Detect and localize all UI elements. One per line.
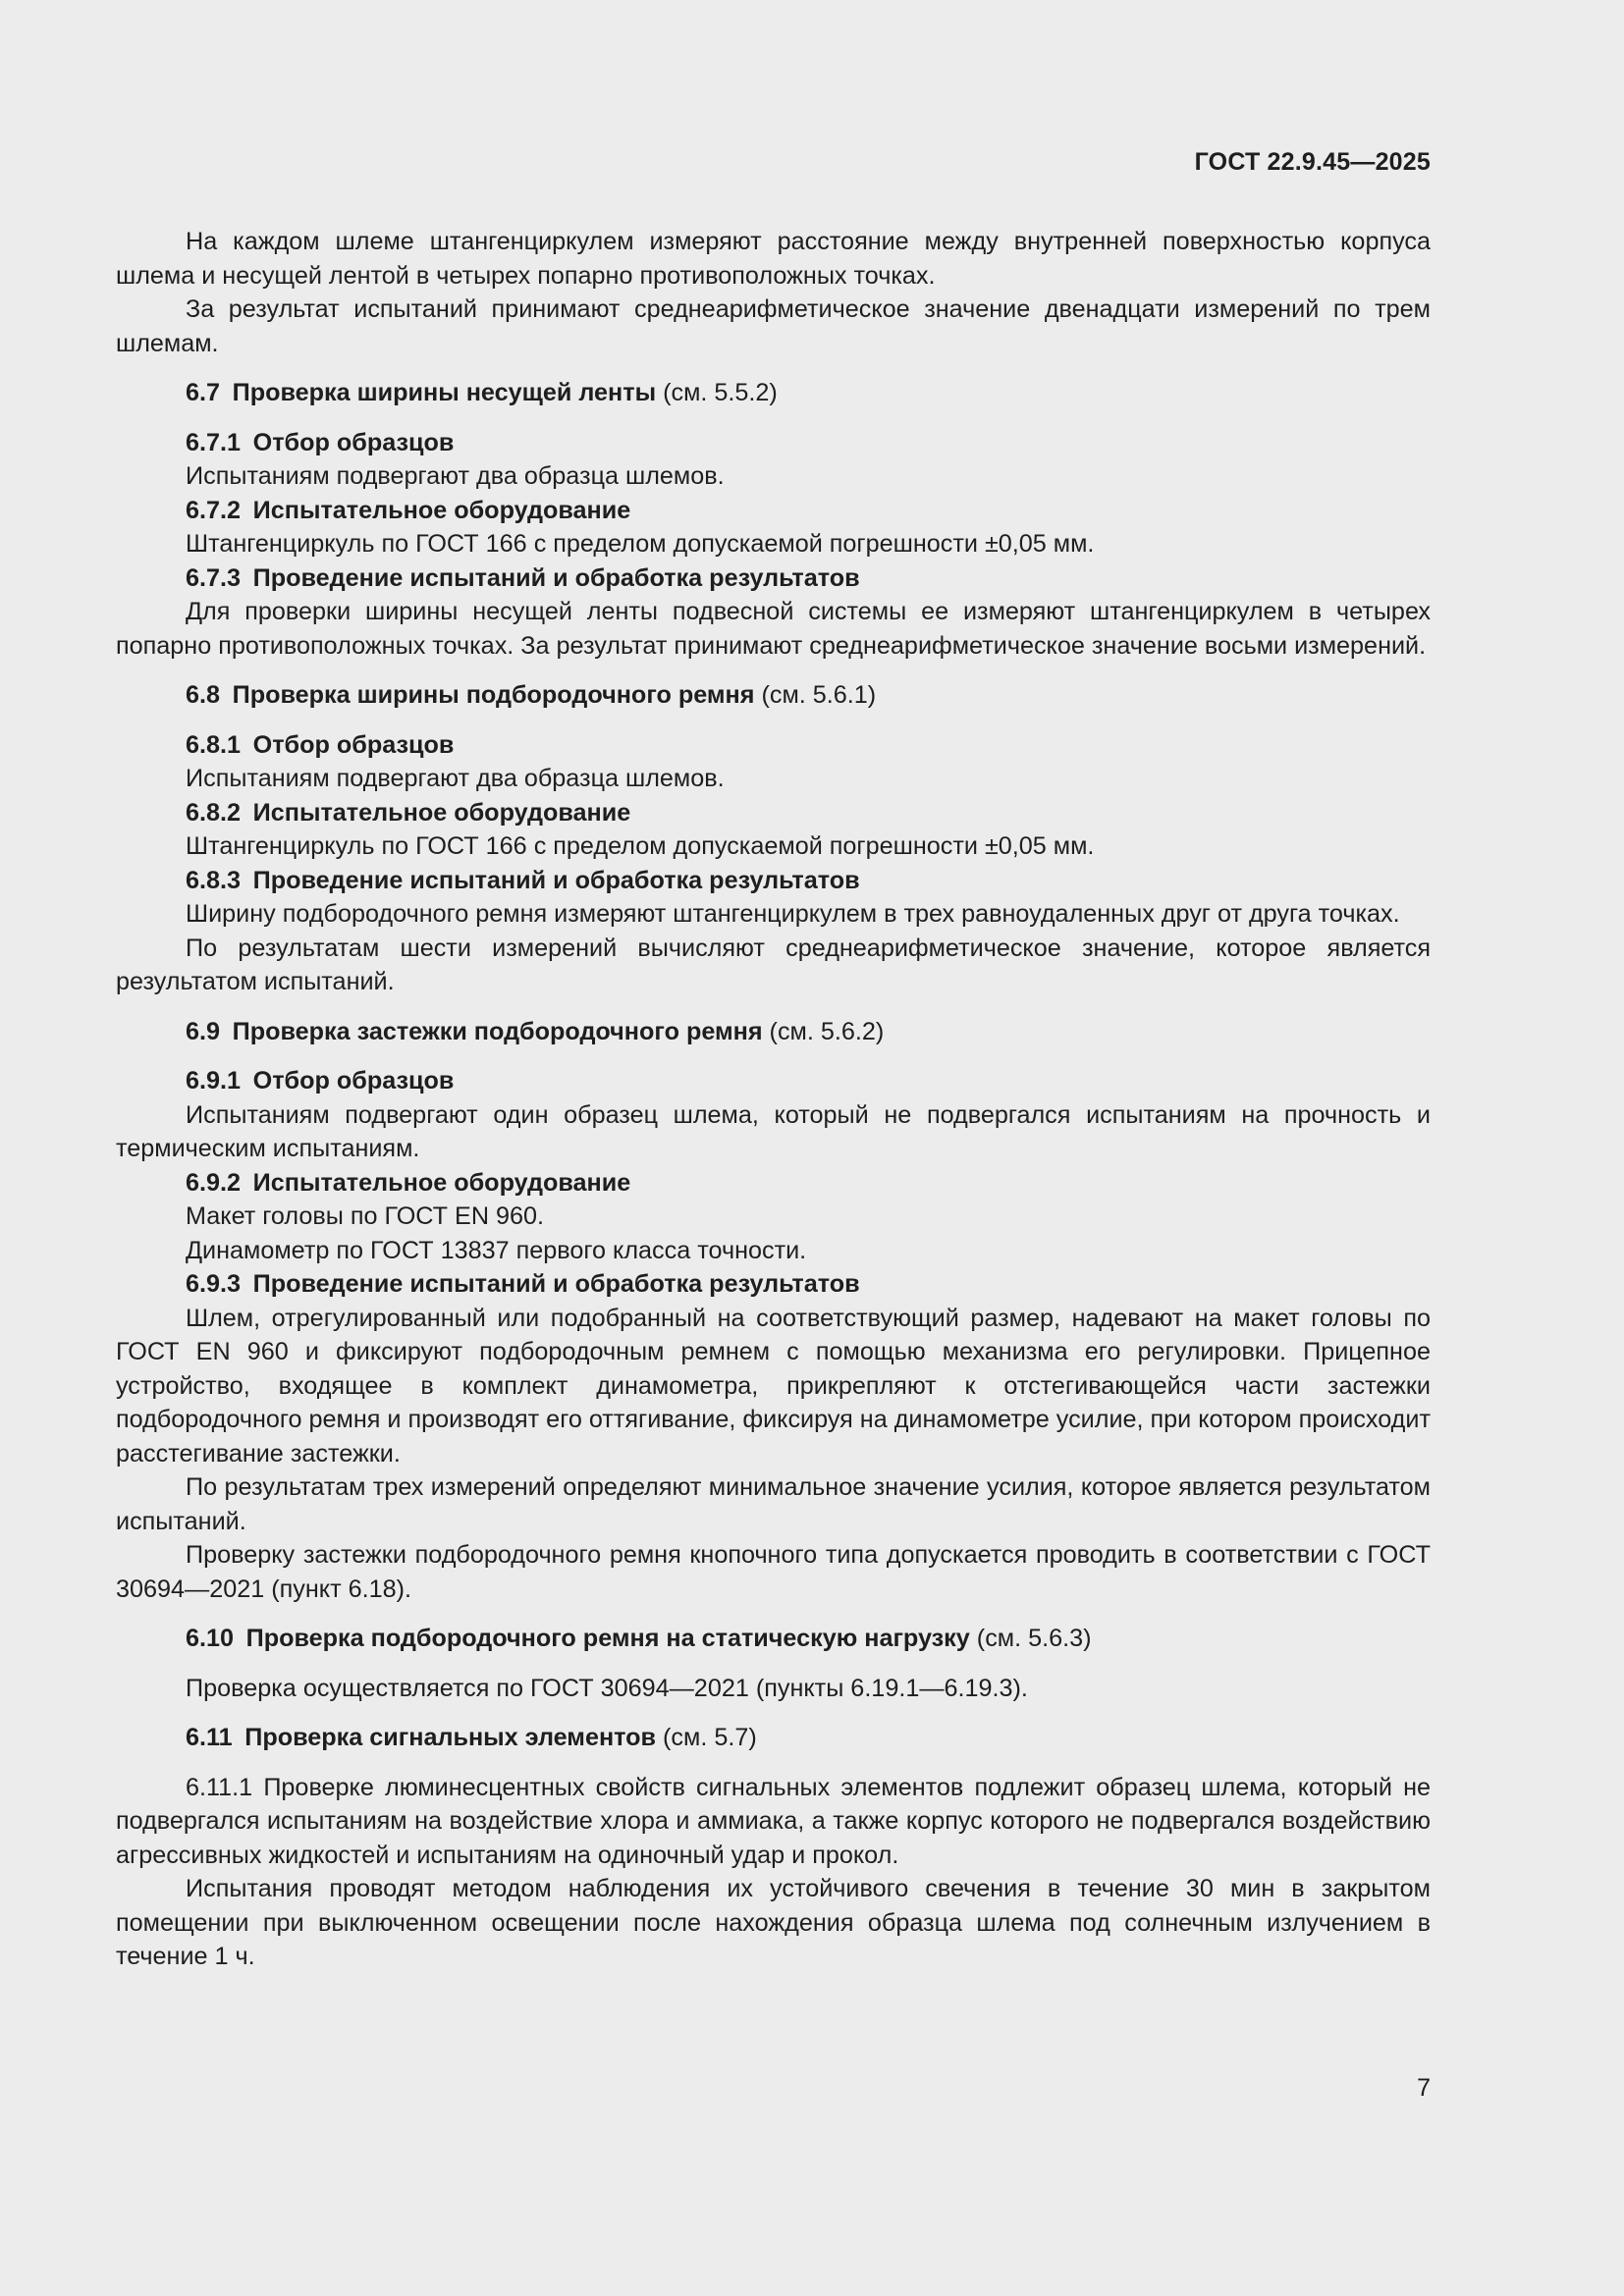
subsection-number: 6.8.2 <box>186 798 242 827</box>
subsection-heading <box>116 426 1431 460</box>
subsection-number: 6.7.3 <box>186 563 242 592</box>
subsection-heading <box>116 796 1431 830</box>
section-heading <box>116 678 1431 713</box>
section-number: 6.9 <box>186 1017 221 1045</box>
body-paragraph: Испытаниям подвергают один образец шлема, который не подвергался испытаниям на прочность и термическим испытаниям. <box>116 1100 1431 1162</box>
section-title: Проверка подбородочного ремня на статическую нагрузку <box>245 1625 970 1652</box>
subsection-title: Испытательное оборудование <box>252 1168 631 1197</box>
subsection-number: 6.7.1 <box>186 428 242 456</box>
body-paragraph: Проверку застежки подбородочного ремня кнопочного типа допускается проводить в соответствии с ГОСТ 30694—2021 (пункт 6.18). <box>116 1541 1431 1603</box>
body-paragraph: Штангенциркуль по ГОСТ 166 с пределом допускаемой погрешности ±0,05 мм. <box>186 530 1095 558</box>
subsection-number: 6.8.3 <box>186 866 242 894</box>
subsection-title: Отбор образцов <box>252 730 455 759</box>
body-paragraph: Динамометр по ГОСТ 13837 первого класса точности. <box>186 1236 807 1264</box>
document-body <box>116 225 1431 1974</box>
section-heading <box>116 1622 1431 1656</box>
section-title: Проверка ширины подбородочного ремня <box>232 681 755 709</box>
body-paragraph: Испытаниям подвергают два образца шлемов. <box>186 765 725 792</box>
section-title: Проверка сигнальных элементов <box>244 1724 657 1751</box>
subsection-number: 6.8.1 <box>186 730 242 759</box>
section-reference: (см. 5.7) <box>656 1724 757 1751</box>
subsection-title: Испытательное оборудование <box>252 798 631 827</box>
subsection-number: 6.9.3 <box>186 1270 242 1298</box>
subsection-heading <box>116 1267 1431 1302</box>
subsection-title: Испытательное оборудование <box>252 496 631 524</box>
section-title: Проверка ширины несущей ленты <box>232 379 657 406</box>
body-paragraph: Штангенциркуль по ГОСТ 166 с пределом допускаемой погрешности ±0,05 мм. <box>186 832 1095 860</box>
subsection-number: 6.9.2 <box>186 1168 242 1197</box>
section-number: 6.7 <box>186 379 221 406</box>
body-paragraph: Макет головы по ГОСТ EN 960. <box>186 1202 545 1230</box>
section-heading <box>116 376 1431 410</box>
subsection-heading <box>116 494 1431 528</box>
subsection-title: Проведение испытаний и обработка результатов <box>252 1270 860 1298</box>
section-reference: (см. 5.6.2) <box>762 1017 885 1045</box>
section-number: 6.8 <box>186 681 221 709</box>
subsection-heading <box>116 1166 1431 1201</box>
document-header: ГОСТ 22.9.45—2025 <box>1194 148 1431 176</box>
body-paragraph: По результатам трех измерений определяют минимальное значение усилия, которое является результатом испытаний. <box>116 1473 1431 1535</box>
subsection-title: Проведение испытаний и обработка результатов <box>252 563 860 592</box>
body-paragraph: На каждом шлеме штангенциркулем измеряют расстояние между внутренней поверхностью корпуса шлема и несущей лентой в четырех попарно противоположных точках. <box>116 228 1431 290</box>
section-heading <box>116 1721 1431 1755</box>
body-paragraph: Испытания проводят методом наблюдения их устойчивого свечения в течение 30 мин в закрытом помещении при выключенном освещении после нахождения образца шлема под солнечным излучением в течение 1 ч. <box>116 1875 1431 1970</box>
body-paragraph: По результатам шести измерений вычисляют среднеарифметическое значение, которое является результатом испытаний. <box>116 934 1431 995</box>
body-paragraph: Шлем, отрегулированный или подобранный на соответствующий размер, надевают на макет головы по ГОСТ EN 960 и фиксируют подбородочным ремнем с помощью механизма его регулировки. Прицепное устройство, входящее в комплект динамометра, прикрепляют к отстегивающейся части застежки подбородочного ремня и производят его оттягивание, фиксируя на динамометре усилие, при котором происходит расстегивание застежки. <box>116 1304 1431 1468</box>
subsection-number: 6.9.1 <box>186 1067 242 1095</box>
body-paragraph: За результат испытаний принимают среднеарифметическое значение двенадцати измерений по трем шлемам. <box>116 295 1431 357</box>
subsection-title: Отбор образцов <box>252 428 455 456</box>
page-number: 7 <box>1417 2074 1431 2102</box>
subsection-number: 6.7.2 <box>186 496 242 524</box>
section-number: 6.10 <box>186 1625 235 1652</box>
section-title: Проверка застежки подбородочного ремня <box>232 1017 763 1045</box>
subsection-title: Проведение испытаний и обработка результатов <box>252 866 860 894</box>
section-reference: (см. 5.6.1) <box>754 681 877 709</box>
body-paragraph: Ширину подбородочного ремня измеряют штангенциркулем в трех равноудаленных друг от друга точках. <box>186 900 1400 928</box>
subsection-heading <box>116 728 1431 763</box>
subsection-heading <box>116 1064 1431 1098</box>
subsection-heading <box>116 561 1431 596</box>
body-paragraph: Проверка осуществляется по ГОСТ 30694—2021 (пункты 6.19.1—6.19.3). <box>186 1674 1028 1702</box>
section-reference: (см. 5.6.3) <box>969 1625 1092 1652</box>
body-paragraph: 6.11.1 Проверке люминесцентных свойств сигнальных элементов подлежит образец шлема, который не подвергался испытаниям на воздействие хлора и аммиака, а также корпус которого не подвергался воздействию агрессивных жидкостей и испытаниям на одиночный удар и прокол. <box>116 1773 1431 1869</box>
section-number: 6.11 <box>186 1724 233 1751</box>
section-heading <box>116 1015 1431 1049</box>
body-paragraph: Для проверки ширины несущей ленты подвесной системы ее измеряют штангенциркулем в четырех попарно противоположных точках. За результат принимают среднеарифметическое значение восьми измерений. <box>116 598 1431 660</box>
body-paragraph: Испытаниям подвергают два образца шлемов. <box>186 462 725 490</box>
subsection-heading <box>116 864 1431 898</box>
section-reference: (см. 5.5.2) <box>656 379 778 406</box>
subsection-title: Отбор образцов <box>252 1067 455 1095</box>
